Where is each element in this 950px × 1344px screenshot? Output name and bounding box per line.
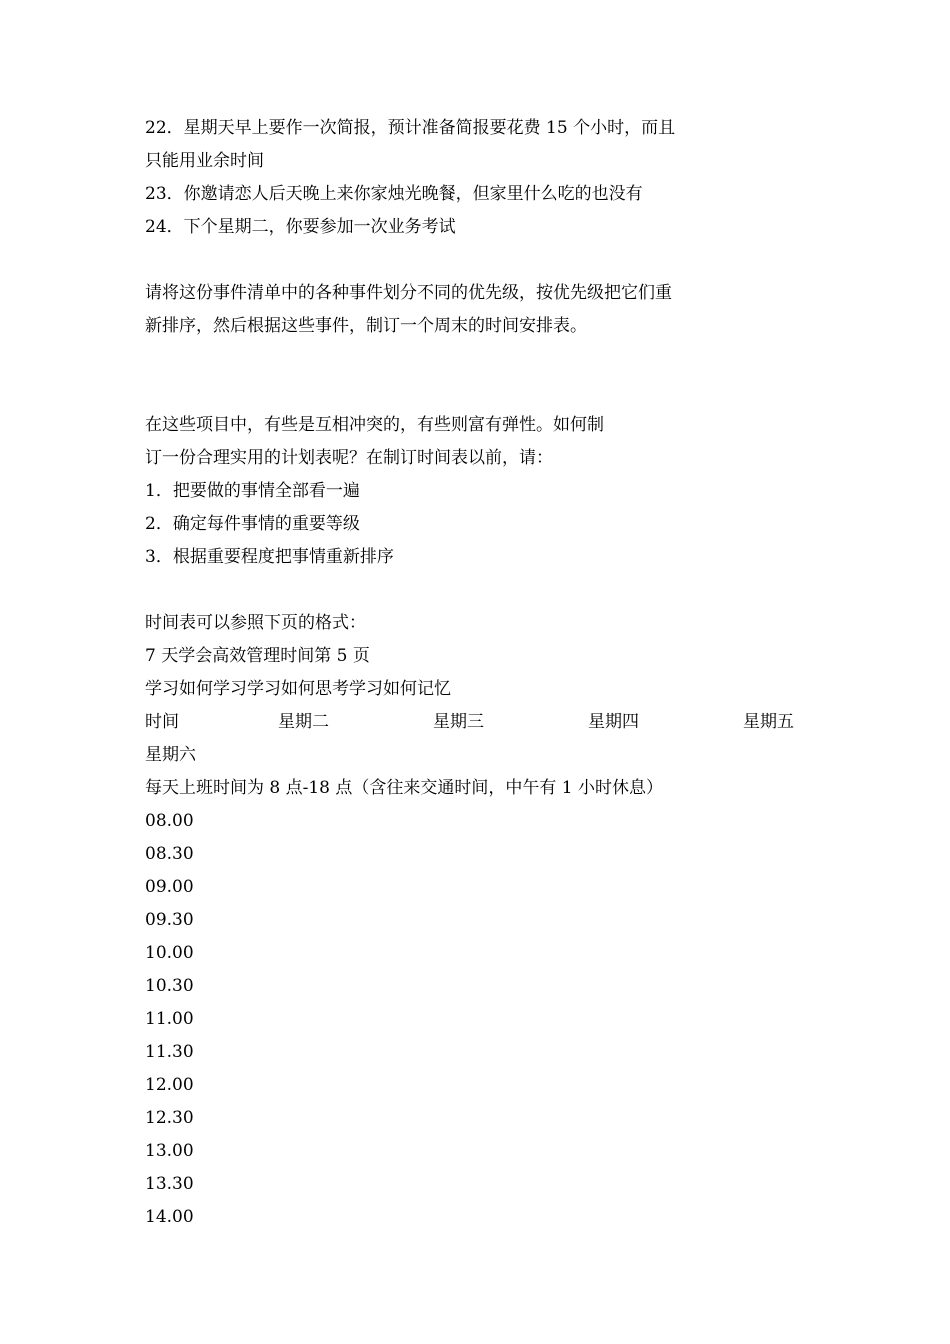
header-wednesday: 星期三 (433, 712, 484, 732)
instruction-line-1: 请将这份事件清单中的各种事件划分不同的优先级，按优先级把它们重 (145, 283, 672, 303)
time-slot: 08.00 (145, 811, 194, 831)
time-slot: 08.30 (145, 844, 194, 864)
time-slot: 09.30 (145, 910, 194, 930)
time-slot: 10.30 (145, 976, 194, 996)
spacer (145, 574, 825, 607)
page-note: 7 天学会高效管理时间第 5 页 (145, 646, 370, 666)
time-slot: 10.00 (145, 943, 194, 963)
time-slot-list (145, 805, 825, 1234)
time-slot: 09.00 (145, 877, 194, 897)
advice-intro-1: 在这些项目中，有些是互相冲突的，有些则富有弹性。如何制 (145, 415, 604, 435)
work-hours-note: 每天上班时间为 8 点-18 点（含往来交通时间，中午有 1 小时休息） (145, 778, 664, 798)
time-slot: 12.30 (145, 1108, 194, 1128)
time-slot: 13.30 (145, 1174, 194, 1194)
time-slot: 14.00 (145, 1207, 194, 1227)
spacer (145, 244, 825, 277)
time-slot: 11.00 (145, 1009, 194, 1029)
schedule-header-row (145, 706, 825, 739)
header-tuesday: 星期二 (278, 712, 329, 732)
step-3: 3．根据重要程度把事情重新排序 (145, 547, 394, 567)
time-slot: 13.00 (145, 1141, 194, 1161)
event-24: 24．下个星期二，你要参加一次业务考试 (145, 217, 456, 237)
tagline: 学习如何学习学习如何思考学习如何记忆 (145, 679, 451, 699)
header-thursday: 星期四 (588, 712, 639, 732)
header-time: 时间 (145, 712, 179, 732)
header-saturday: 星期六 (145, 745, 196, 765)
step-1: 1．把要做的事情全部看一遍 (145, 481, 360, 501)
step-2: 2．确定每件事情的重要等级 (145, 514, 360, 534)
event-22-continued: 只能用业余时间 (145, 151, 264, 171)
advice-intro-2: 订一份合理实用的计划表呢？在制订时间表以前，请： (145, 448, 553, 468)
instruction-line-2: 新排序，然后根据这些事件，制订一个周末的时间安排表。 (145, 316, 587, 336)
event-23: 23．你邀请恋人后天晚上来你家烛光晚餐，但家里什么吃的也没有 (145, 184, 643, 204)
time-slot: 11.30 (145, 1042, 194, 1062)
event-22: 22．星期天早上要作一次简报，预计准备简报要花费 15 个小时，而且 (145, 118, 676, 138)
time-slot: 12.00 (145, 1075, 194, 1095)
spacer (145, 343, 825, 409)
document-page (145, 112, 825, 1234)
format-intro: 时间表可以参照下页的格式： (145, 613, 366, 633)
header-friday: 星期五 (743, 712, 794, 732)
